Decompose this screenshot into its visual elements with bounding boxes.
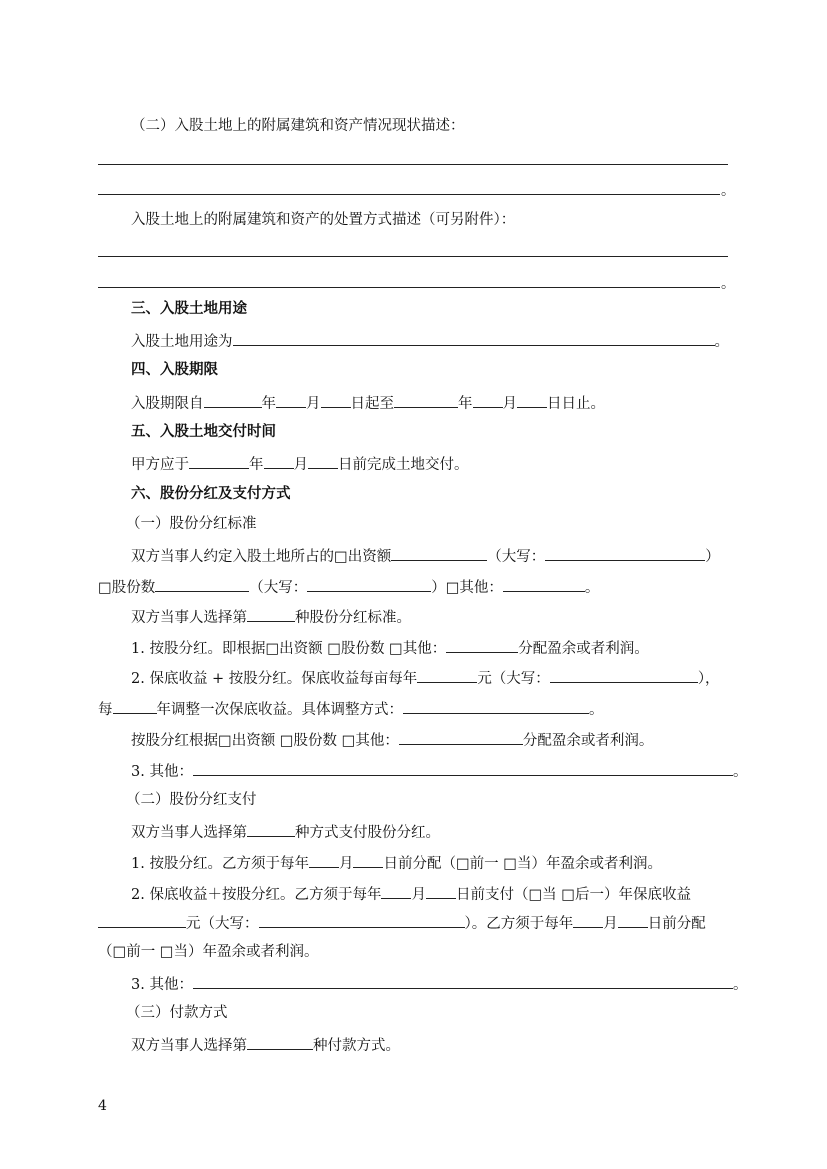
payment-1-day-blank[interactable] bbox=[353, 852, 383, 868]
standard-choice-blank[interactable] bbox=[247, 606, 295, 622]
distribution-day-blank[interactable] bbox=[618, 912, 648, 928]
land-use-line: 入股土地用途为 。 bbox=[131, 330, 729, 352]
payment-other-blank[interactable] bbox=[193, 973, 733, 989]
guaranteed-yuan-blank[interactable] bbox=[417, 667, 477, 683]
heading-dividends: 六、股份分红及支付方式 bbox=[131, 485, 291, 502]
fill-line[interactable] bbox=[98, 164, 728, 165]
end-month-blank[interactable] bbox=[473, 392, 503, 408]
start-day-blank[interactable] bbox=[321, 392, 351, 408]
choose-payment-line: 双方当事人选择第 种方式支付股份分红。 bbox=[131, 821, 440, 843]
payment-2-year-choice: （□前一 □当）年盈余或者利润。 bbox=[98, 944, 319, 960]
term-line: 入股期限自 年 月 日起至 年 月 日日止。 bbox=[131, 392, 605, 414]
shares-line: □股份数 （大写： ）□其他： 。 bbox=[98, 576, 599, 598]
start-month-blank[interactable] bbox=[276, 392, 306, 408]
guaranteed-amount-blank[interactable] bbox=[98, 912, 186, 928]
payment-other-line: 3. 其他： 。 bbox=[131, 973, 747, 995]
delivery-year-blank[interactable] bbox=[189, 453, 249, 469]
fill-line[interactable] bbox=[98, 194, 720, 195]
disposal-description-label: 入股土地上的附属建筑和资产的处置方式描述（可另附件）： bbox=[131, 212, 516, 228]
option-2-line: 2. 保底收益 + 按股分红。保底收益每亩每年 元（大写： ）， bbox=[131, 667, 720, 689]
heading-land-use: 三、入股土地用途 bbox=[131, 300, 247, 317]
payment-1-line: 1. 按股分红。乙方须于每年 月 日前分配（□前一 □当）年盈余或者利润。 bbox=[131, 852, 662, 874]
distribution-month-blank[interactable] bbox=[573, 912, 603, 928]
payment-1-month-blank[interactable] bbox=[309, 852, 339, 868]
end-year-blank[interactable] bbox=[394, 392, 458, 408]
payment-2-amount-line: 元（大写： ）。乙方须于每年 月 日前分配 bbox=[98, 912, 706, 934]
page-number: 4 bbox=[98, 1098, 107, 1114]
subheading-dividend-payment: （二）股份分红支付 bbox=[126, 792, 257, 808]
shares-uppercase-blank[interactable] bbox=[307, 576, 431, 592]
adjust-years-blank[interactable] bbox=[113, 698, 157, 714]
per-share-other-blank[interactable] bbox=[399, 729, 523, 745]
adjust-method-blank[interactable] bbox=[403, 698, 589, 714]
option-1-line: 1. 按股分红。即根据□出资额 □股份数 □其他： 分配盈余或者利润。 bbox=[131, 637, 649, 659]
heading-term: 四、入股期限 bbox=[131, 361, 218, 378]
fill-line[interactable] bbox=[98, 256, 728, 257]
delivery-month-blank[interactable] bbox=[264, 453, 294, 469]
period-mark: 。 bbox=[721, 276, 735, 292]
option-1-other-blank[interactable] bbox=[446, 637, 518, 653]
other-blank[interactable] bbox=[503, 576, 585, 592]
end-day-blank[interactable] bbox=[517, 392, 547, 408]
payment-2-line: 2. 保底收益＋按股分红。乙方须于每年 月 日前支付（□当 □后一）年保底收益 bbox=[131, 883, 691, 905]
payment-2-month-blank[interactable] bbox=[381, 883, 411, 899]
start-year-blank[interactable] bbox=[204, 392, 262, 408]
choose-method-line: 双方当事人选择第 种付款方式。 bbox=[131, 1034, 400, 1056]
other-3-blank[interactable] bbox=[193, 760, 733, 776]
heading-delivery: 五、入股土地交付时间 bbox=[131, 423, 276, 440]
payment-2-day-blank[interactable] bbox=[426, 883, 456, 899]
capital-amount-blank[interactable] bbox=[391, 545, 487, 561]
guaranteed-uppercase-blank[interactable] bbox=[550, 667, 698, 683]
other-3-line: 3. 其他： 。 bbox=[131, 760, 747, 782]
guaranteed-amount-uppercase-blank[interactable] bbox=[259, 912, 465, 928]
method-choice-blank[interactable] bbox=[247, 1034, 313, 1050]
delivery-day-blank[interactable] bbox=[308, 453, 338, 469]
shares-count-blank[interactable] bbox=[155, 576, 249, 592]
capital-line: 双方当事人约定入股土地所占的□出资额 （大写： ） bbox=[131, 545, 720, 567]
capital-uppercase-blank[interactable] bbox=[545, 545, 705, 561]
adjust-line: 每 年调整一次保底收益。具体调整方式： 。 bbox=[98, 698, 604, 720]
land-use-blank[interactable] bbox=[233, 330, 715, 346]
period-mark: 。 bbox=[721, 183, 735, 199]
subheading-dividend-standard: （一）股份分红标准 bbox=[126, 516, 257, 532]
payment-choice-blank[interactable] bbox=[247, 821, 295, 837]
fill-line[interactable] bbox=[98, 287, 720, 288]
per-share-line: 按股分红根据□出资额 □股份数 □其他： 分配盈余或者利润。 bbox=[131, 729, 653, 751]
delivery-line: 甲方应于 年 月 日前完成土地交付。 bbox=[131, 453, 469, 475]
subheading-payment-method: （三）付款方式 bbox=[126, 1005, 228, 1021]
choose-standard-line: 双方当事人选择第 种股份分红标准。 bbox=[131, 606, 411, 628]
section-2-title: （二）入股土地上的附属建筑和资产情况现状描述： bbox=[131, 118, 465, 134]
